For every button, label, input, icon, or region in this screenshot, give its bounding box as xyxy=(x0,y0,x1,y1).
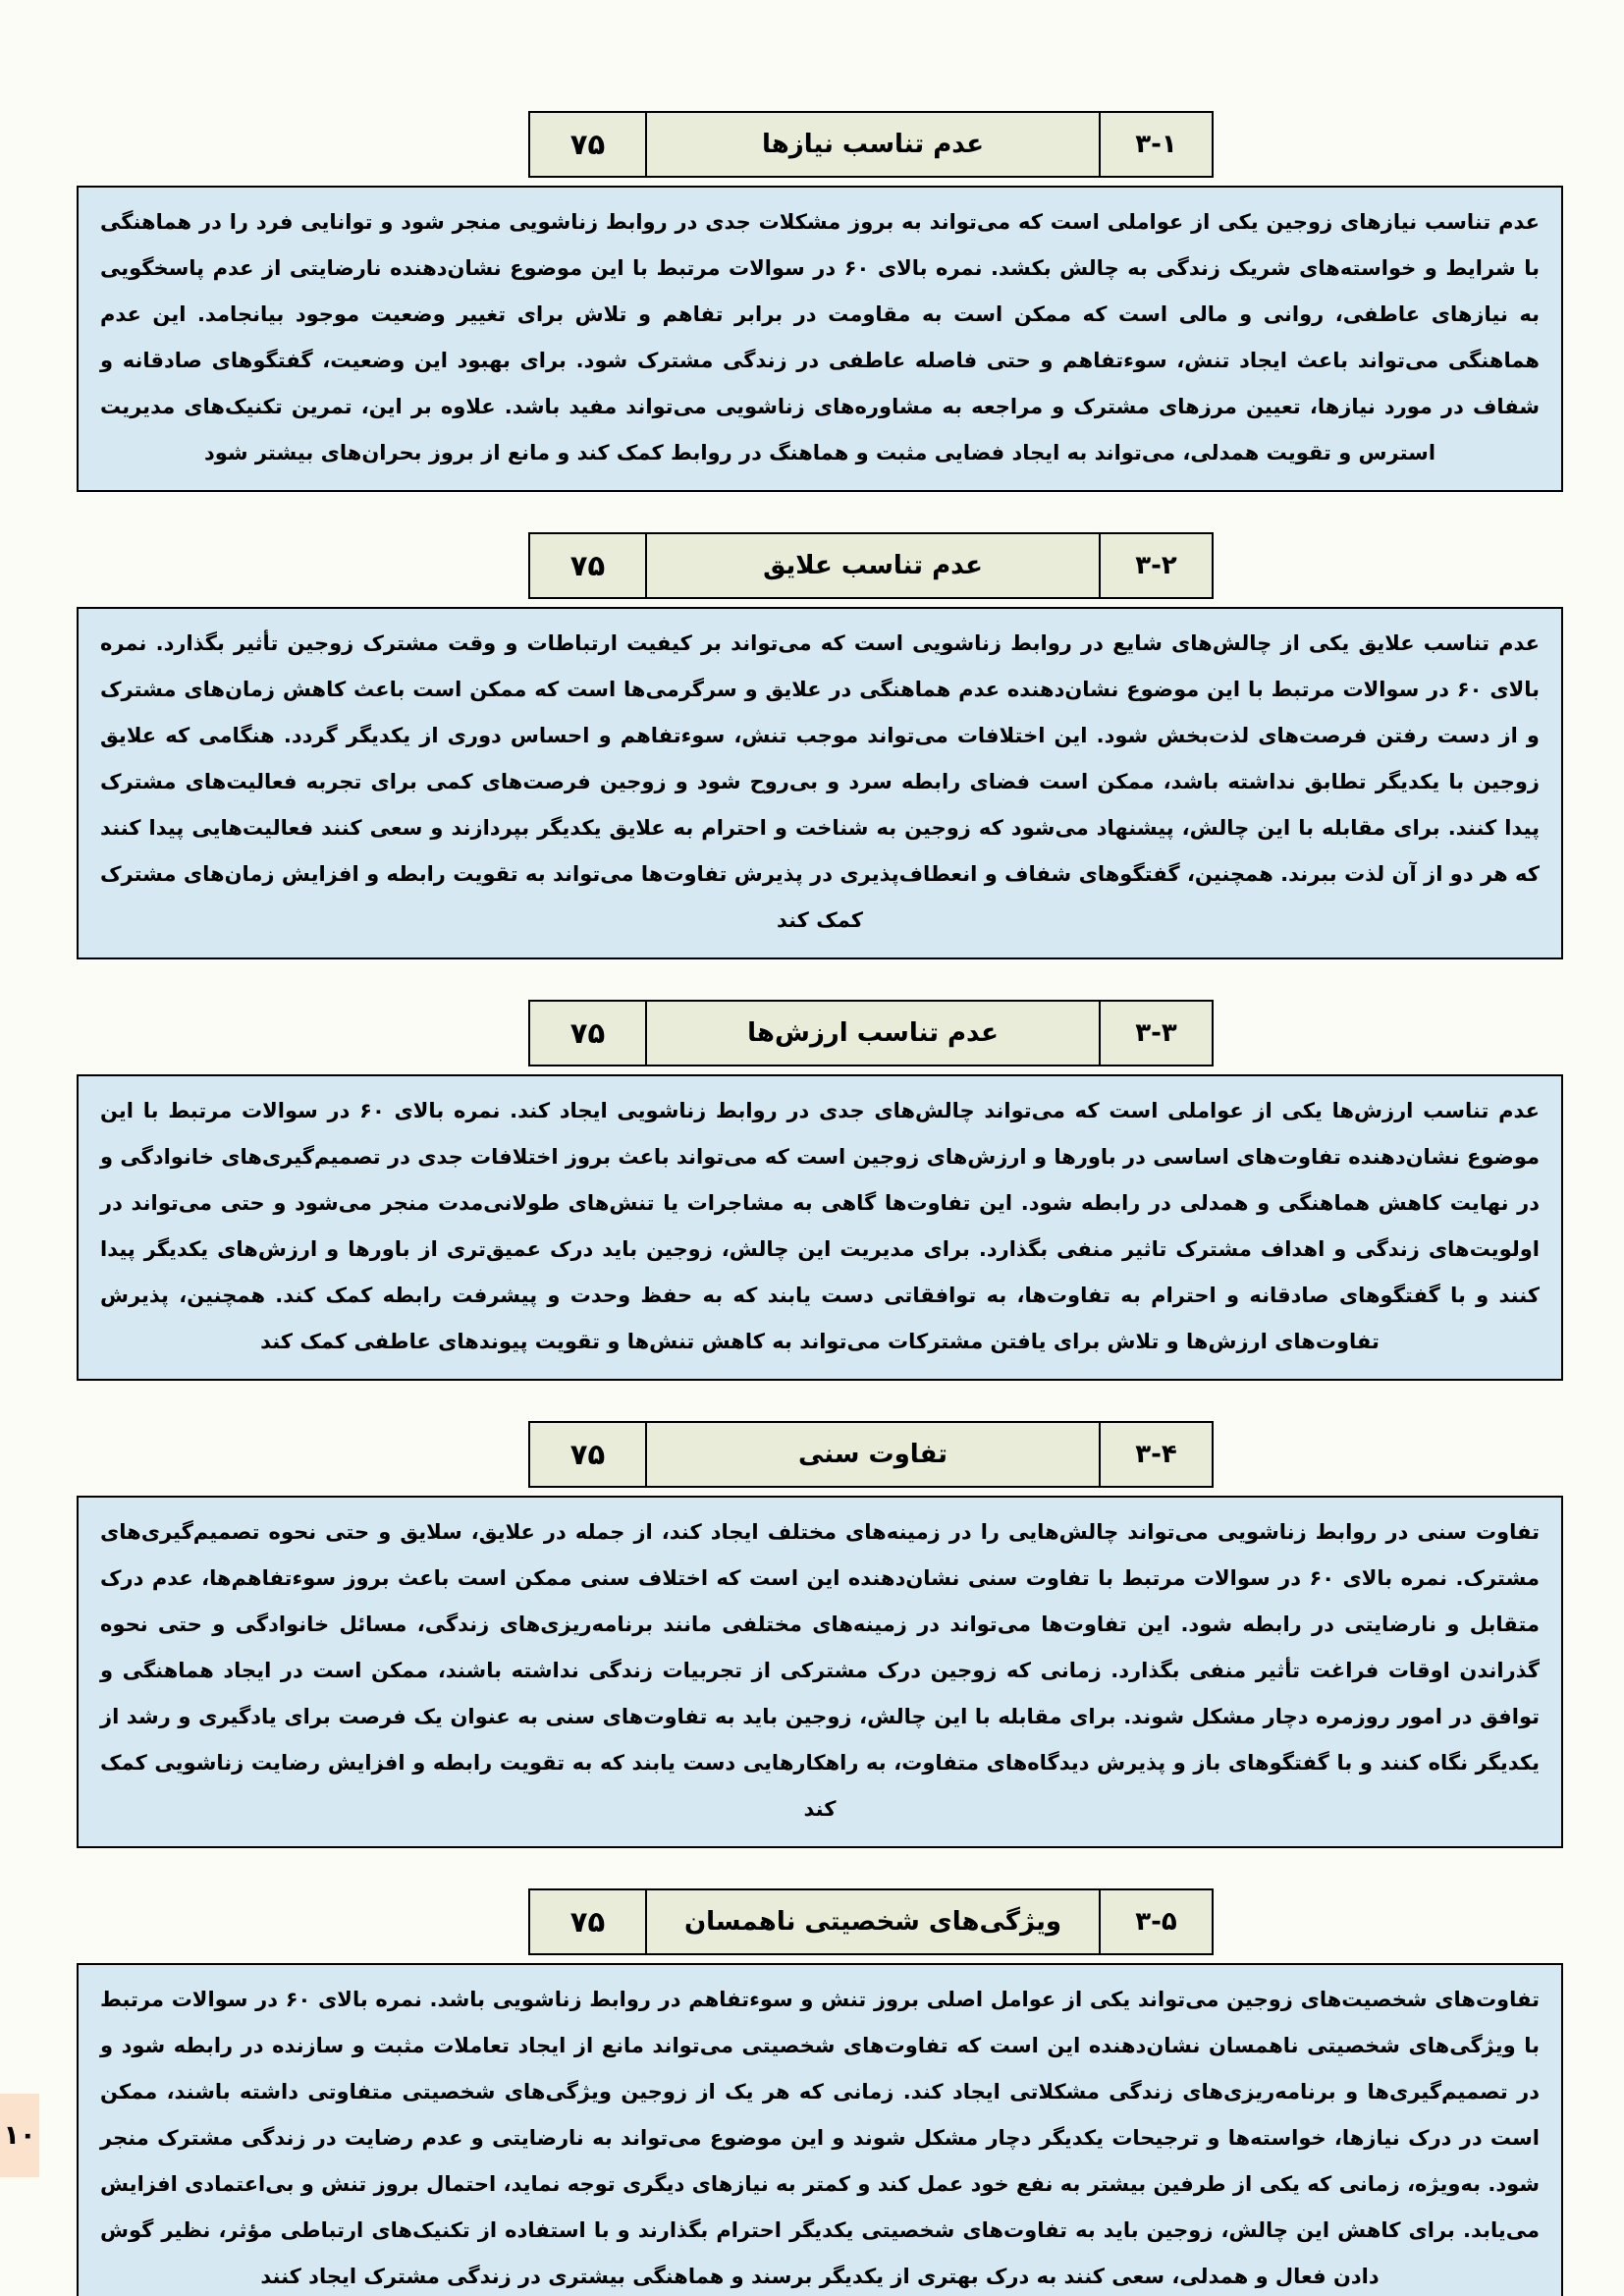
report-section xyxy=(77,1000,1563,1381)
report-section xyxy=(77,532,1563,959)
section-body-text: عدم تناسب علایق یکی از چالش‌های شایع در روابط زناشویی است که می‌تواند بر کیفیت ارتباطات و وقت مشترک زوجین تأثیر بگذارد. نمره بالای ۶۰ در سوالات مرتبط با این موضوع نشان‌دهنده عدم هماهنگی در علایق و سرگرمی‌ها است که ممکن است باعث کاهش زمان‌های مشترک و از دست رفتن فرصت‌های لذت‌بخش شود. این اختلافات می‌تواند موجب تنش، سوءتفاهم و احساس دوری از یکدیگر گردد. هنگامی که علایق زوجین با یکدیگر تطابق نداشته باشد، ممکن است فضای رابطه سرد و بی‌روح شود و زوجین فرصت‌های کمی برای تجربه فعالیت‌های مشترک پیدا کنند. برای مقابله با این چالش، پیشنهاد می‌شود که زوجین به شناخت و احترام به علایق یکدیگر بپردازند و سعی کنند فعالیت‌هایی پیدا کنند که هر دو از آن لذت ببرند. همچنین، گفتگوهای شفاف و انعطاف‌پذیری در پذیرش تفاوت‌ها می‌تواند به تقویت رابطه و افزایش زمان‌های مشترک کمک کند xyxy=(77,607,1563,959)
section-body-text: عدم تناسب نیازهای زوجین یکی از عواملی است که می‌تواند به بروز مشکلات جدی در روابط زناشویی منجر شود و توانایی فرد را در هماهنگی با شرایط و خواسته‌های شریک زندگی به چالش بکشد. نمره بالای ۶۰ در سوالات مرتبط با این موضوع نشان‌دهنده نارضایتی از عدم پاسخگویی به نیازهای عاطفی، روانی و مالی است که ممکن است به مقاومت در برابر تفاهم و تلاش برای تغییر وضعیت موجود بیانجامد. این عدم هماهنگی می‌تواند باعث ایجاد تنش، سوءتفاهم و حتی فاصله عاطفی در زندگی مشترک شود. برای بهبود این وضعیت، گفتگوهای صادقانه و شفاف در مورد نیازها، تعیین مرزهای مشترک و مراجعه به مشاوره‌های زناشویی می‌تواند مفید باشد. علاوه بر این، تمرین تکنیک‌های مدیریت استرس و تقویت همدلی، می‌تواند به ایجاد فضایی مثبت و هماهنگ در روابط کمک کند و مانع از بروز بحران‌های بیشتر شود xyxy=(77,186,1563,492)
section-number: ۳-۱ xyxy=(1099,113,1212,176)
report-section xyxy=(77,1888,1563,2296)
page-number-tab xyxy=(0,2094,39,2177)
section-title: تفاوت سنی xyxy=(645,1423,1099,1486)
section-score: ۷۵ xyxy=(569,549,606,582)
report-section xyxy=(77,111,1563,492)
section-score: ۷۵ xyxy=(569,1438,606,1471)
section-score: ۷۵ xyxy=(569,128,606,161)
section-number: ۳-۴ xyxy=(1099,1423,1212,1486)
section-header xyxy=(528,532,1214,599)
section-title: عدم تناسب ارزش‌ها xyxy=(645,1002,1099,1065)
section-body-text: تفاوت‌های شخصیت‌های زوجین می‌تواند یکی از عوامل اصلی بروز تنش و سوءتفاهم در روابط زناشویی باشد. نمره بالای ۶۰ در سوالات مرتبط با ویژگی‌های شخصیتی ناهمسان نشان‌دهنده این است که تفاوت‌های شخصیتی می‌تواند مانع از ایجاد تعاملات مثبت و سازنده در رابطه شود و در تصمیم‌گیری‌ها و برنامه‌ریزی‌های زندگی مشکلاتی ایجاد کند. زمانی که هر یک از زوجین ویژگی‌های شخصیتی متفاوتی داشته باشند، ممکن است در درک نیازها، خواسته‌ها و ترجیحات یکدیگر دچار مشکل شوند و این موضوع می‌تواند به نارضایتی و عدم رضایت در زندگی مشترک منجر شود. به‌ویژه، زمانی که یکی از طرفین بیشتر به نفع خود عمل کند و کمتر به نیازهای دیگری توجه نماید، احتمال بروز تنش و بی‌اعتمادی افزایش می‌یابد. برای کاهش این چالش، زوجین باید به تفاوت‌های شخصیتی یکدیگر احترام بگذارند و با استفاده از تکنیک‌های ارتباطی مؤثر، نظیر گوش دادن فعال و همدلی، سعی کنند به درک بهتری از یکدیگر برسند و هماهنگی بیشتری در زندگی مشترک ایجاد کنند xyxy=(77,1963,1563,2296)
section-header xyxy=(528,1421,1214,1488)
section-header xyxy=(528,111,1214,178)
section-number: ۳-۲ xyxy=(1099,534,1212,597)
report-section xyxy=(77,1421,1563,1848)
section-title: عدم تناسب علایق xyxy=(645,534,1099,597)
section-number: ۳-۵ xyxy=(1099,1890,1212,1953)
section-header xyxy=(528,1888,1214,1955)
section-score: ۷۵ xyxy=(569,1016,606,1050)
section-body-text: تفاوت سنی در روابط زناشویی می‌تواند چالش‌هایی را در زمینه‌های مختلف ایجاد کند، از جمله در علایق، سلایق و حتی نحوه تصمیم‌گیری‌های مشترک. نمره بالای ۶۰ در سوالات مرتبط با تفاوت سنی نشان‌دهنده این است که اختلاف سنی ممکن است باعث بروز سوءتفاهم‌ها، عدم درک متقابل و نارضایتی در رابطه شود. این تفاوت‌ها می‌تواند در زمینه‌های مختلفی مانند برنامه‌ریزی‌های زندگی، مسائل خانوادگی و حتی نحوه گذراندن اوقات فراغت تأثیر منفی بگذارد. زمانی که زوجین درک مشترکی از تجربیات زندگی نداشته باشند، ممکن است در ایجاد هماهنگی و توافق در امور روزمره دچار مشکل شوند. برای مقابله با این چالش، زوجین باید به تفاوت‌های سنی به عنوان یک فرصت برای یادگیری و رشد از یکدیگر نگاه کنند و با گفتگوهای باز و پذیرش دیدگاه‌های متفاوت، به راهکارهایی دست یابند که به تقویت رابطه و افزایش رضایت زناشویی کمک کند xyxy=(77,1496,1563,1848)
section-header xyxy=(528,1000,1214,1066)
section-number: ۳-۳ xyxy=(1099,1002,1212,1065)
page-number: ۱۰ xyxy=(3,2120,36,2151)
section-title: عدم تناسب نیازها xyxy=(645,113,1099,176)
section-body-text: عدم تناسب ارزش‌ها یکی از عواملی است که می‌تواند چالش‌های جدی در روابط زناشویی ایجاد کند. نمره بالای ۶۰ در سوالات مرتبط با این موضوع نشان‌دهنده تفاوت‌های اساسی در باورها و ارزش‌های زوجین است که می‌تواند باعث بروز اختلافات جدی در تصمیم‌گیری‌های خانوادگی و در نهایت کاهش هماهنگی و همدلی در رابطه شود. این تفاوت‌ها گاهی به مشاجرات یا تنش‌های طولانی‌مدت منجر می‌شود و حتی می‌تواند در اولویت‌های زندگی و اهداف مشترک تاثیر منفی بگذارد. برای مدیریت این چالش، زوجین باید درک عمیق‌تری از باورها و ارزش‌های یکدیگر پیدا کنند و با گفتگوهای صادقانه و احترام به تفاوت‌ها، به توافقاتی دست یابند که به حفظ وحدت و پیشرفت رابطه کمک کند. همچنین، پذیرش تفاوت‌های ارزش‌ها و تلاش برای یافتن مشترکات می‌تواند به کاهش تنش‌ها و تقویت پیوندهای عاطفی کمک کند xyxy=(77,1074,1563,1381)
section-score: ۷۵ xyxy=(569,1905,606,1939)
section-title: ویژگی‌های شخصیتی ناهمسان xyxy=(645,1890,1099,1953)
